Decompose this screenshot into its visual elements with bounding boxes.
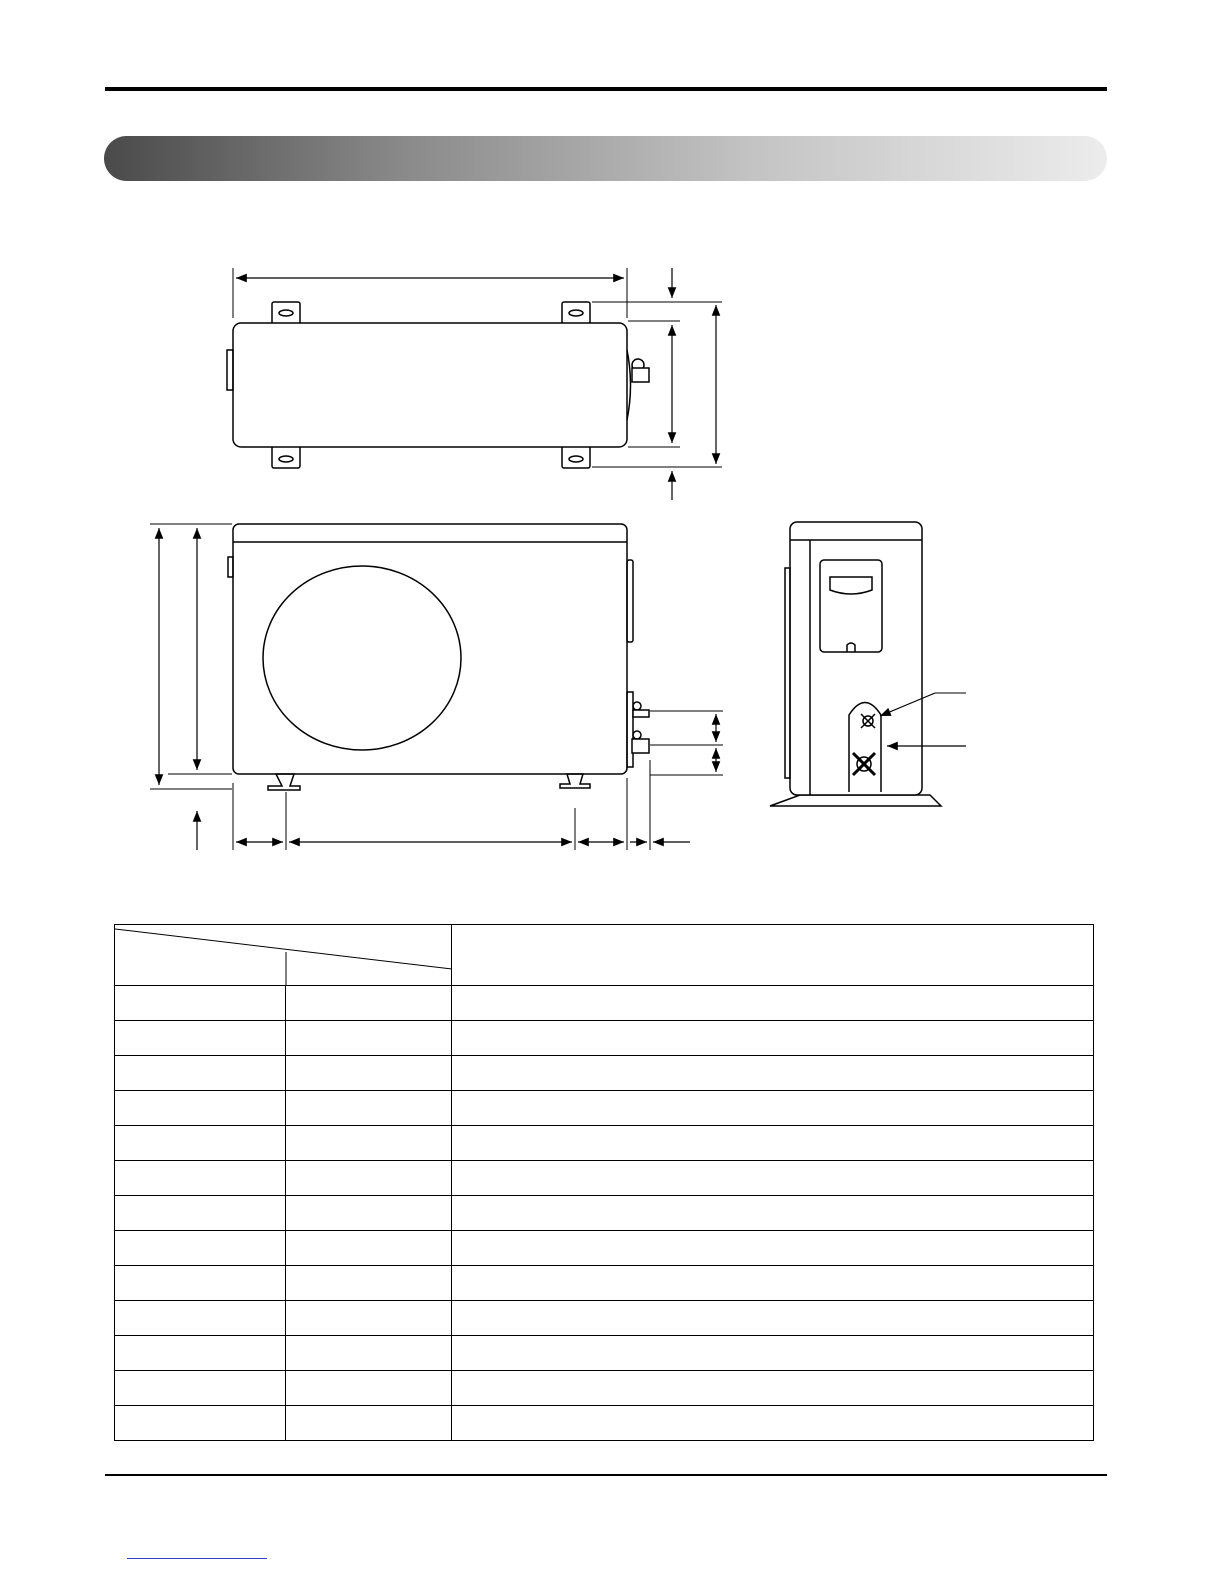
side-base (770, 795, 941, 806)
table-cell (286, 1091, 452, 1126)
table-row (115, 1091, 1094, 1126)
bracket-top-left (272, 302, 300, 324)
table-row (115, 1266, 1094, 1301)
table-cell (286, 1231, 452, 1266)
foot-right (560, 774, 590, 788)
table-cell (286, 1406, 452, 1441)
table-row (115, 1126, 1094, 1161)
table-cell (286, 1371, 452, 1406)
front-view (150, 524, 723, 850)
large-valve (853, 753, 875, 775)
table-row (115, 1161, 1094, 1196)
table-cell (115, 1266, 286, 1301)
table-row (115, 1056, 1094, 1091)
small-valve (861, 714, 875, 728)
side-view (770, 522, 966, 806)
table-cell (286, 986, 452, 1021)
bracket-top-right (562, 302, 590, 324)
table-row (115, 1301, 1094, 1336)
table-cell (115, 1056, 286, 1091)
table-cell (452, 1231, 1094, 1266)
table-cell (452, 1056, 1094, 1091)
table-cell (286, 1161, 452, 1196)
table-cell (286, 1126, 452, 1161)
table-row (115, 1231, 1094, 1266)
table-cell (286, 1301, 452, 1336)
top-view (227, 268, 722, 500)
table-cell (452, 1371, 1094, 1406)
foot-left (268, 774, 300, 790)
corner-diagonal (115, 925, 452, 985)
table-cell (286, 1056, 452, 1091)
table-cell (115, 1301, 286, 1336)
table-cell (286, 1021, 452, 1056)
spec-table (114, 924, 1094, 1441)
bottom-rule (105, 1474, 1107, 1476)
table-cell (115, 1161, 286, 1196)
bracket-bottom-right (562, 446, 590, 468)
table-cell (452, 1301, 1094, 1336)
table-cell (115, 1371, 286, 1406)
table-cell (115, 1021, 286, 1056)
table-cell (452, 1196, 1094, 1231)
table-cell (452, 986, 1094, 1021)
spec-table-header (115, 925, 1094, 986)
table-cell (115, 1196, 286, 1231)
table-corner-cell (115, 925, 452, 986)
footer-link[interactable] (127, 1557, 267, 1559)
table-cell (286, 1196, 452, 1231)
table-cell (115, 1091, 286, 1126)
table-cell (452, 1266, 1094, 1301)
table-cell (452, 1126, 1094, 1161)
table-cell (115, 1231, 286, 1266)
table-row (115, 1021, 1094, 1056)
table-row (115, 1406, 1094, 1441)
table-cell (452, 1091, 1094, 1126)
table-cell (452, 1406, 1094, 1441)
top-body (233, 323, 627, 447)
table-cell (452, 1336, 1094, 1371)
table-cell (452, 1161, 1094, 1196)
table-cell (115, 1406, 286, 1441)
table-cell (452, 1021, 1094, 1056)
bracket-bottom-left (272, 446, 300, 468)
table-cell (115, 1126, 286, 1161)
front-body (233, 524, 627, 774)
table-row (115, 986, 1094, 1021)
table-row (115, 1371, 1094, 1406)
table-row (115, 1336, 1094, 1371)
value-header (452, 925, 1094, 986)
table-cell (115, 986, 286, 1021)
table-row (115, 1196, 1094, 1231)
table-cell (286, 1266, 452, 1301)
table-cell (115, 1336, 286, 1371)
table-cell (286, 1336, 452, 1371)
